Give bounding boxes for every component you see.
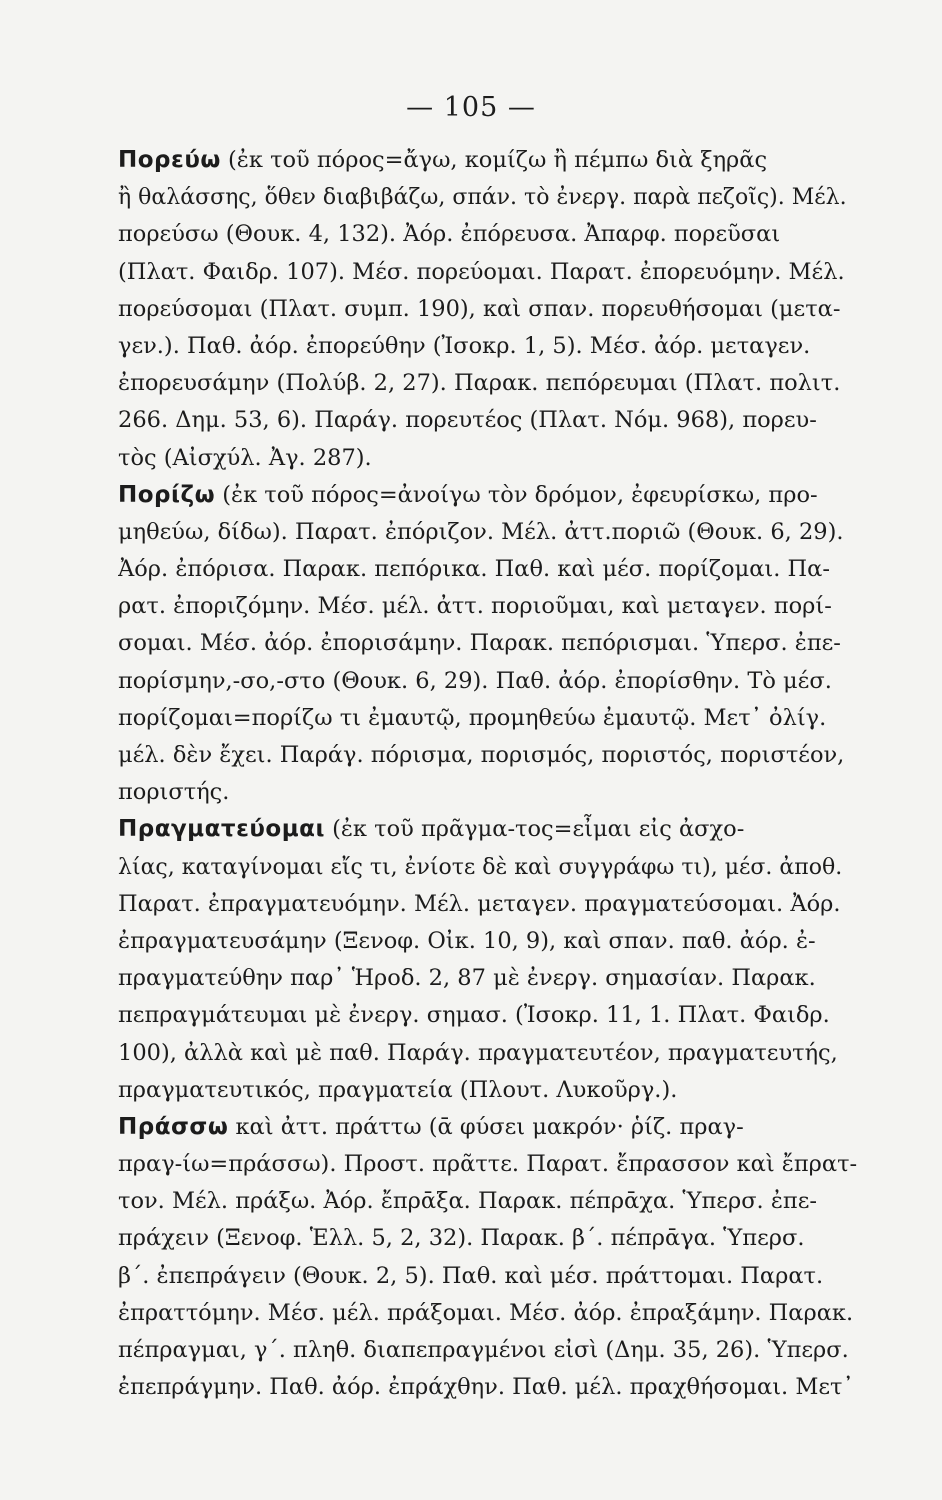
text-line (118, 811, 858, 848)
entry-headword: Πορεύω (118, 147, 221, 173)
text-line: ποριστής. (118, 779, 230, 806)
text-line: ἐπραγματευσάμην (Ξενοφ. Οἰκ. 10, 9), καὶ σπαν. παθ. ἀόρ. ἐ- (118, 927, 816, 954)
text-line: πορεύσομαι (Πλατ. συμπ. 190), καὶ σπαν. πορευθήσομαι (μετα- (118, 295, 841, 322)
text-line: ἢ θαλάσσης, ὅθεν διαβιβάζω, σπάν. τὸ ἐνεργ. παρὰ πεζοῖς). Μέλ. (118, 185, 847, 211)
text-line: Παρατ. ἐπραγματευόμην. Μέλ. μεταγεν. πραγματεύσομαι. Ἀόρ. (118, 890, 841, 917)
text-line: πραγ-ίω=πράσσω). Προστ. πρᾶττε. Παρατ. ἔπρασσον καὶ ἔπρατ- (118, 1151, 858, 1178)
line-text: (ἐκ τοῦ πόρος=ἀνοίγω τὸν δρόμον, ἐφευρίσκω, προ- (215, 481, 818, 508)
text-line: τον. Μέλ. πράξω. Ἀόρ. ἔπρᾱξα. Παρακ. πέπρᾱχα. Ὑπερσ. ἐπε- (118, 1188, 817, 1215)
text-line: πεπραγμάτευμαι μὲ ἐνεργ. σημασ. (Ἰσοκρ. 11, 1. Πλατ. Φαιδρ. (118, 1002, 830, 1029)
text-line: τὸς (Αἰσχύλ. Ἀγ. 287). (118, 444, 372, 471)
entry-headword: Πράσσω (118, 1113, 229, 1140)
text-line (118, 477, 858, 514)
text-line: ἐπραττόμην. Μέσ. μέλ. πράξομαι. Μέσ. ἀόρ. ἐπραξάμην. Παρακ. (118, 1299, 854, 1326)
text-line: πορίσμην,-σο,-στο (Θουκ. 6, 29). Παθ. ἀόρ. ἐπορίσθην. Τὸ μέσ. (118, 667, 832, 694)
text-line: σομαι. Μέσ. ἀόρ. ἐπορισάμην. Παρακ. πεπόρισμαι. Ὑπερσ. ἐπε- (118, 630, 841, 657)
text-line: πέπραγμαι, γ΄. πληθ. διαπεπραγμένοι εἰσὶ (Δημ. 35, 26). Ὑπερσ. (118, 1337, 849, 1363)
page-number: — 105 — (406, 92, 536, 123)
text-line: 266. Δημ. 53, 6). Παράγ. πορευτέος (Πλατ. Νόμ. 968), πορευ- (118, 407, 817, 434)
text-line: ἐπορευσάμην (Πολύβ. 2, 27). Παρακ. πεπόρευμαι (Πλατ. πολιτ. (118, 370, 841, 397)
text-line: πράχειν (Ξενοφ. Ἑλλ. 5, 2, 32). Παρακ. β΄. πέπρᾱγα. Ὑπερσ. (118, 1225, 805, 1252)
line-text: (ἐκ τοῦ πόρος=ἄγω, κομίζω ἢ πέμπω διὰ ξηρᾶς (220, 147, 768, 173)
entry-headword: Πραγματεύομαι (118, 816, 325, 843)
text-line: (Πλατ. Φαιδρ. 107). Μέσ. πορεύομαι. Παρατ. ἐπορευόμην. Μέλ. (118, 258, 845, 285)
page-text (118, 142, 858, 1406)
text-line: πορίζομαι=πορίζω τι ἐμαυτῷ, προμηθεύω ἐμαυτῷ. Μετ᾽ ὀλίγ. (118, 704, 827, 731)
text-line: λίας, καταγίνομαι εἴς τι, ἐνίοτε δὲ καὶ συγγράφω τι), μέσ. ἀποθ. (118, 854, 843, 880)
text-line: πραγματεύθην παρ᾽ Ἡροδ. 2, 87 μὲ ἐνεργ. σημασίαν. Παρακ. (118, 965, 816, 992)
text-line: Ἀόρ. ἐπόρισα. Παρακ. πεπόρικα. Παθ. καὶ μέσ. πορίζομαι. Πα- (118, 556, 830, 583)
text-line: β΄. ἐπεπράγειν (Θουκ. 2, 5). Παθ. καὶ μέσ. πράττομαι. Παρατ. (118, 1262, 824, 1289)
dictionary-entry (118, 477, 858, 812)
dictionary-entry (118, 1109, 858, 1407)
text-line: πορεύσω (Θουκ. 4, 132). Ἀόρ. ἐπόρευσα. Ἀπαρφ. πορεῦσαι (118, 221, 781, 248)
dictionary-entry (118, 811, 858, 1109)
entry-headword: Πορίζω (118, 481, 216, 508)
line-text: (ἐκ τοῦ πρᾶγμα-τος=εἶμαι εἰς ἀσχο- (324, 816, 745, 843)
text-line: γεν.). Παθ. ἀόρ. ἐπορεύθην (Ἰσοκρ. 1, 5). Μέσ. ἀόρ. μεταγεν. (118, 332, 811, 359)
line-text: καὶ ἀττ. πράττω (ᾱ φύσει μακρόν· ῥίζ. πραγ- (228, 1113, 744, 1140)
text-line (118, 1109, 858, 1146)
text-line: ρατ. ἐποριζόμην. Μέσ. μέλ. ἀττ. ποριοῦμαι, καὶ μεταγεν. πορί- (118, 593, 832, 620)
text-line: ἐπεπράγμην. Παθ. ἀόρ. ἐπράχθην. Παθ. μέλ. πραχθήσομαι. Μετ᾽ (118, 1374, 854, 1401)
text-line: μηθεύω, δίδω). Παρατ. ἐπόριζον. Μέλ. ἀττ.ποριῶ (Θουκ. 6, 29). (118, 518, 844, 545)
text-line: μέλ. δὲν ἔχει. Παράγ. πόρισμα, πορισμός, ποριστός, ποριστέον, (118, 742, 845, 768)
dictionary-entry (118, 142, 858, 477)
text-line: 100), ἀλλὰ καὶ μὲ παθ. Παράγ. πραγματευτέον, πραγματευτής, (118, 1039, 838, 1066)
text-line: πραγματευτικός, πραγματεία (Πλουτ. Λυκοῦργ.). (118, 1076, 678, 1103)
text-line (118, 142, 858, 179)
